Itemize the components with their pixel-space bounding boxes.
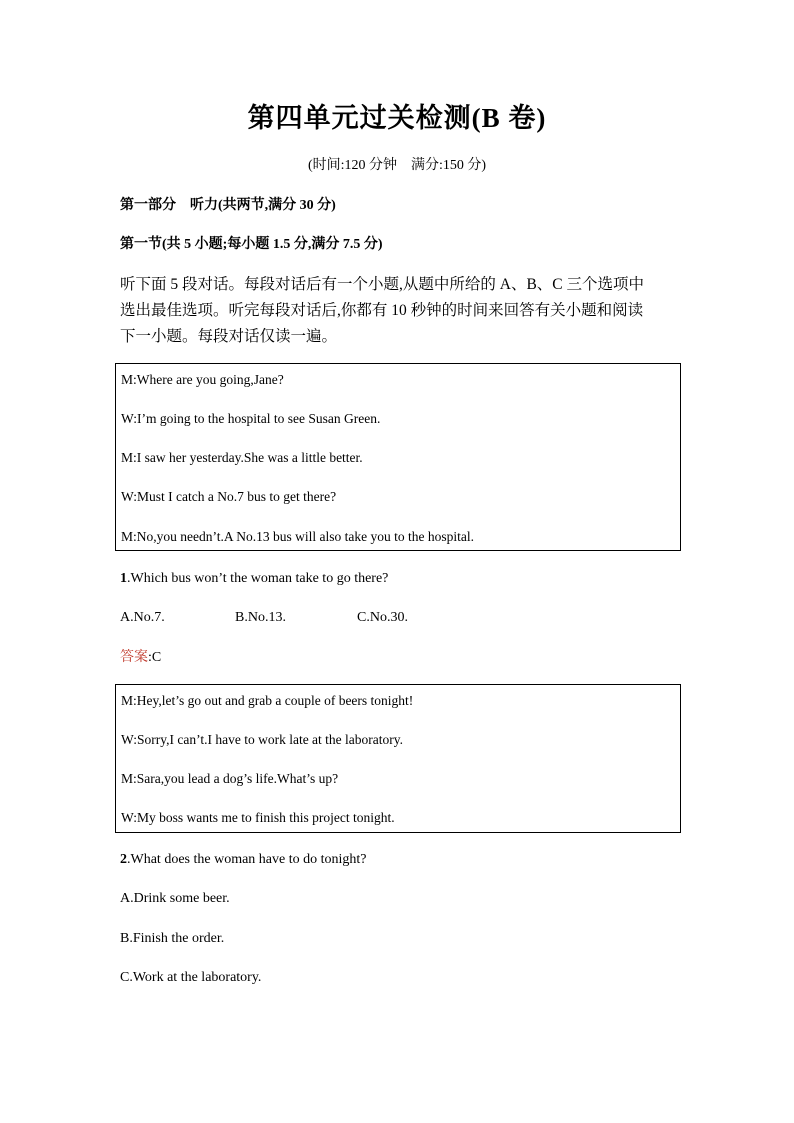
dialogue-box-1: [115, 363, 681, 551]
option-c: C.Work at the laboratory.: [120, 970, 262, 985]
page-subtitle: (时间:120 分钟 满分:150 分): [307, 158, 487, 173]
option-a: A.Drink some beer.: [120, 891, 230, 906]
dialogue-line: M:I saw her yesterday.She was a little better.: [121, 450, 363, 465]
section1-heading: 第一节(共 5 小题;每小题 1.5 分,满分 7.5 分): [120, 237, 383, 252]
dialogue-line: M:Where are you going,Jane?: [121, 372, 284, 387]
question-number: 1: [120, 571, 127, 586]
dialogue-line: W:Sorry,I can’t.I have to work late at the laboratory.: [121, 732, 404, 747]
dialogue-line: M:Hey,let’s go out and grab a couple of beers tonight!: [121, 693, 414, 708]
dialogue-line: W:I’m going to the hospital to see Susan Green.: [121, 411, 381, 426]
answer-label: 答案: [120, 650, 148, 665]
question-number: 2: [120, 852, 127, 867]
answer-value: :C: [148, 650, 162, 665]
option-b: B.No.13.: [235, 610, 286, 625]
answer-1: [120, 647, 161, 669]
question-2: [120, 849, 367, 871]
instruction-line: 下一小题。每段对话仅读一遍。: [120, 328, 338, 345]
question-text: .What does the woman have to do tonight?: [127, 852, 367, 867]
instruction-line: 选出最佳选项。听完每段对话后,你都有 10 秒钟的时间来回答有关小题和阅读: [120, 302, 644, 319]
option-a: A.No.7.: [120, 610, 165, 625]
dialogue-box-2: [115, 684, 681, 833]
instruction-line: 听下面 5 段对话。每段对话后有一个小题,从题中所给的 A、B、C 三个选项中: [120, 276, 644, 293]
question-1: [120, 568, 388, 590]
dialogue-line: M:Sara,you lead a dog’s life.What’s up?: [121, 771, 339, 786]
dialogue-line: W:Must I catch a No.7 bus to get there?: [121, 489, 337, 504]
instructions: [120, 272, 680, 350]
dialogue-line: M:No,you needn’t.A No.13 bus will also take you to the hospital.: [121, 529, 474, 544]
option-c: C.No.30.: [357, 610, 408, 625]
part1-heading: 第一部分 听力(共两节,满分 30 分): [120, 198, 336, 213]
question-text: .Which bus won’t the woman take to go there?: [127, 571, 389, 586]
page-title: 第四单元过关检测(B 卷): [247, 103, 547, 133]
option-b: B.Finish the order.: [120, 931, 225, 946]
dialogue-line: W:My boss wants me to finish this project tonight.: [121, 810, 395, 825]
